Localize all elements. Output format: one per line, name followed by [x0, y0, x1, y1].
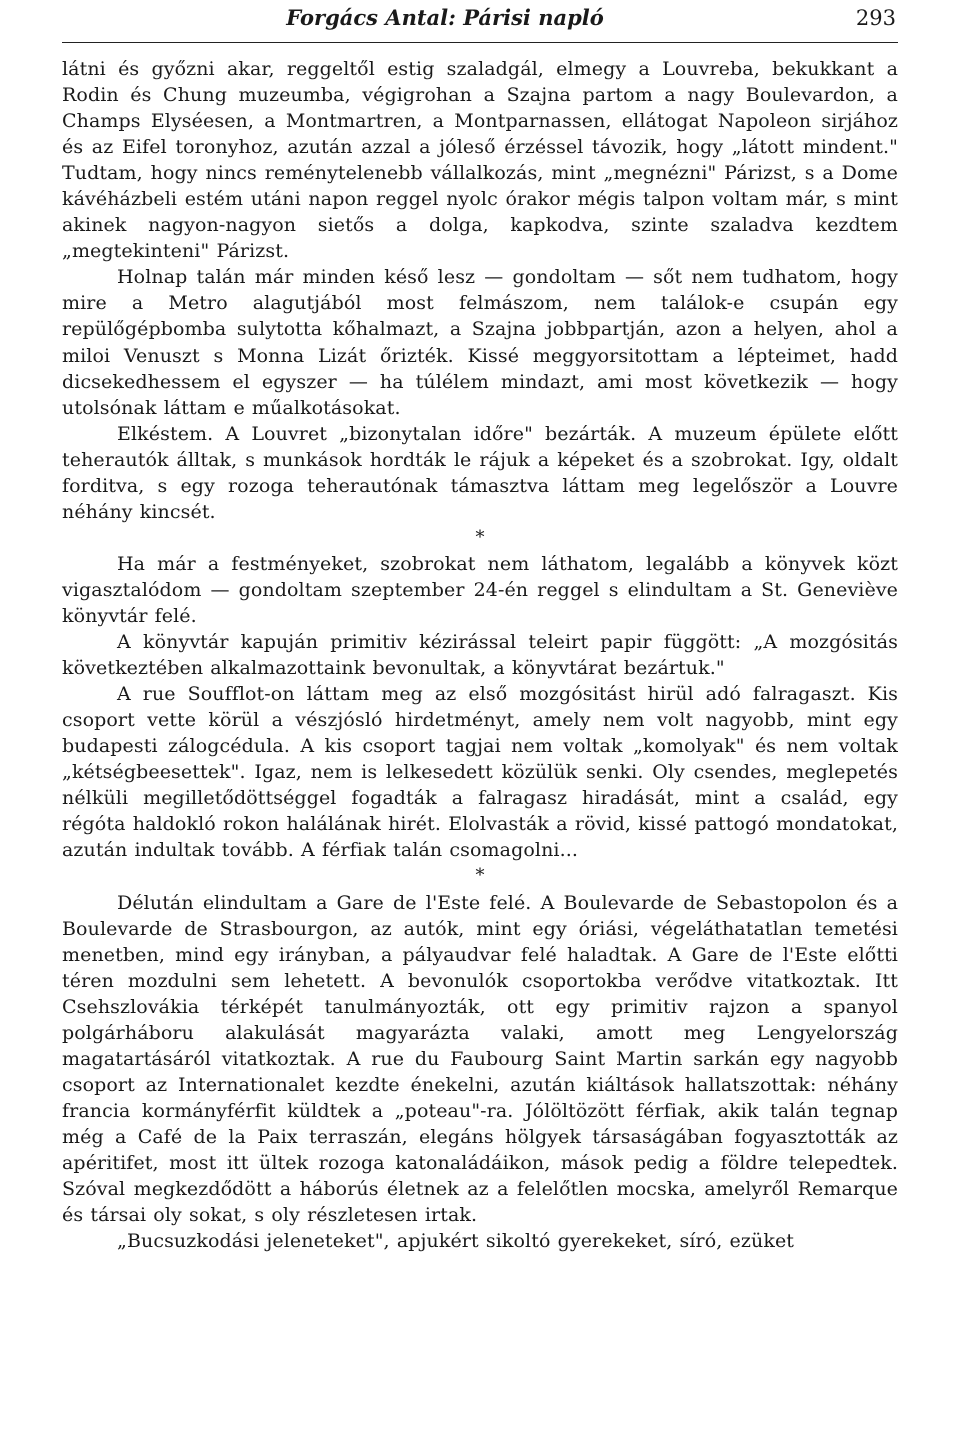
paragraph-8: „Bucsuzkodási jeleneteket", apjukért sikoltó gyerekeket, síró, ezüket [117, 1230, 795, 1253]
paragraph-5: A könyvtár kapuján primitiv kézirással teleirt papir függött: „A mozgósitás következtében alkalmazottaink bevonultak, a könyvtárat bezártuk." [62, 631, 898, 680]
paragraph-4: Ha már a festményeket, szobrokat nem láthatom, legalább a könyvek közt vigasztalódom — gondoltam szeptember 24-én reggel s elindultam a St. Geneviève könyvtár felé. [62, 552, 898, 627]
paragraph-3: Elkéstem. A Louvret „bizonytalan időre" bezárták. A muzeum épülete előtt teherautók álltak, s munkások hordták le rájuk a képeket és a szobrokat. Igy, oldalt forditva, s egy rozoga teherautónak támasztva láttam meg legelőször a Louvre néhány kincsét. [62, 422, 898, 523]
paragraph-6: A rue Soufflot-on láttam meg az első mozgósitást hirül adó falragaszt. Kis csoport vette körül a vészjósló hirdetményt, amely nem volt nagyobb, mint egy budapesti zálogcédula. A kis csoport tagjai nem voltak „komolyak" és nem voltak „kétségbeesettek". Igaz, nem is lelkesedett közülük senki. Oly csendes, meglepetés nélküli megilletődöttséggel fogadták a falragasz hiradását, mint a család, egy régóta haldokló rokon halálának hirét. Elolvasták a rövid, kissé pattogó mondatokat, azután indultak tovább. A férfiak talán csomagolni... [62, 683, 898, 862]
page-number: 293 [855, 6, 896, 30]
body-text [62, 56, 898, 1254]
running-title: Forgács Antal: Párisi napló [286, 5, 604, 30]
paragraph-1: látni és győzni akar, reggeltől estig szaladgál, elmegy a Louvreba, bekukkant a Rodin és Chung muzeumba, végigrohan a Szajna partom a nagy Boulevardon, a Champs Elyséesen, a Montmartren, a Montparnassen, ellátogat Napoleon sirjához és az Eifel toronyhoz, azután azzal a jóleső érzéssel távozik, hogy „látott mindent." Tudtam, hogy nincs reménytelenebb vállalkozás, mint „megnézni" Párizst, s a Dome kávéházbeli estém utáni napon reggel nyolc órakor mégis talpon voltam már, s mint akinek nagyon-nagyon sietős a dolga, kapkodva, szinte szaladva kezdtem „megtekinteni" Párizst. [62, 58, 898, 263]
running-head [62, 2, 898, 43]
paragraph-7: Délután elindultam a Gare de l'Este felé. A Boulevarde de Sebastopolon és a Boulevarde de Strasbourgon, az autók, mint egy óriási, végeláthatatlan temetési menetben, mind egy irányban, a pályaudvar felé haladtak. A Gare de l'Este előtti téren mozdulni sem lehetett. A bevonulók csoportokba verődve vitatkoztak. Itt Csehszlovákia térképét tanulmányozták, ott egy primitiv rajzon a spanyol polgárháboru alakulását magyarázta valaki, amott meg Lengyelország magatartásáról vitatkoztak. A rue du Faubourg Saint Martin sarkán egy nagyobb csoport az Internationalet kezdte énekelni, azután kiáltások hallatszottak: néhány francia kormányférfit küldtek a „poteau"-ra. Jólöltözött férfiak, akik talán tegnap még a Café de la Paix terraszán, elegáns hölgyek társaságában fogyasztották az apéritifet, most itt ültek rozoga katonaládáikon, mások pedig a földre telepedtek. Szóval megkezdődött a háborús életnek az a felelőtlen mocska, amelyről Remarque és társai oly sokat, s oly részletesen irtak. [62, 891, 898, 1227]
section-separator-2: * [475, 865, 485, 887]
book-page [62, 0, 898, 1433]
paragraph-2: Holnap talán már minden késő lesz — gondoltam — sőt nem tudhatom, hogy mire a Metro alagutjából most felmászom, nem találok-e csupán egy repülőgépbomba sulytotta kőhalmazt, a Szajna jobbpartján, azon a helyen, ahol a miloi Venuszt s Monna Lizát őrizték. Kissé meggyorsitottam a lépteimet, hadd dicsekedhessem el egyszer — ha túlélem mindazt, ami most következik — hogy utolsónak láttam e műalkotásokat. [62, 266, 898, 419]
section-separator-1: * [475, 526, 485, 548]
